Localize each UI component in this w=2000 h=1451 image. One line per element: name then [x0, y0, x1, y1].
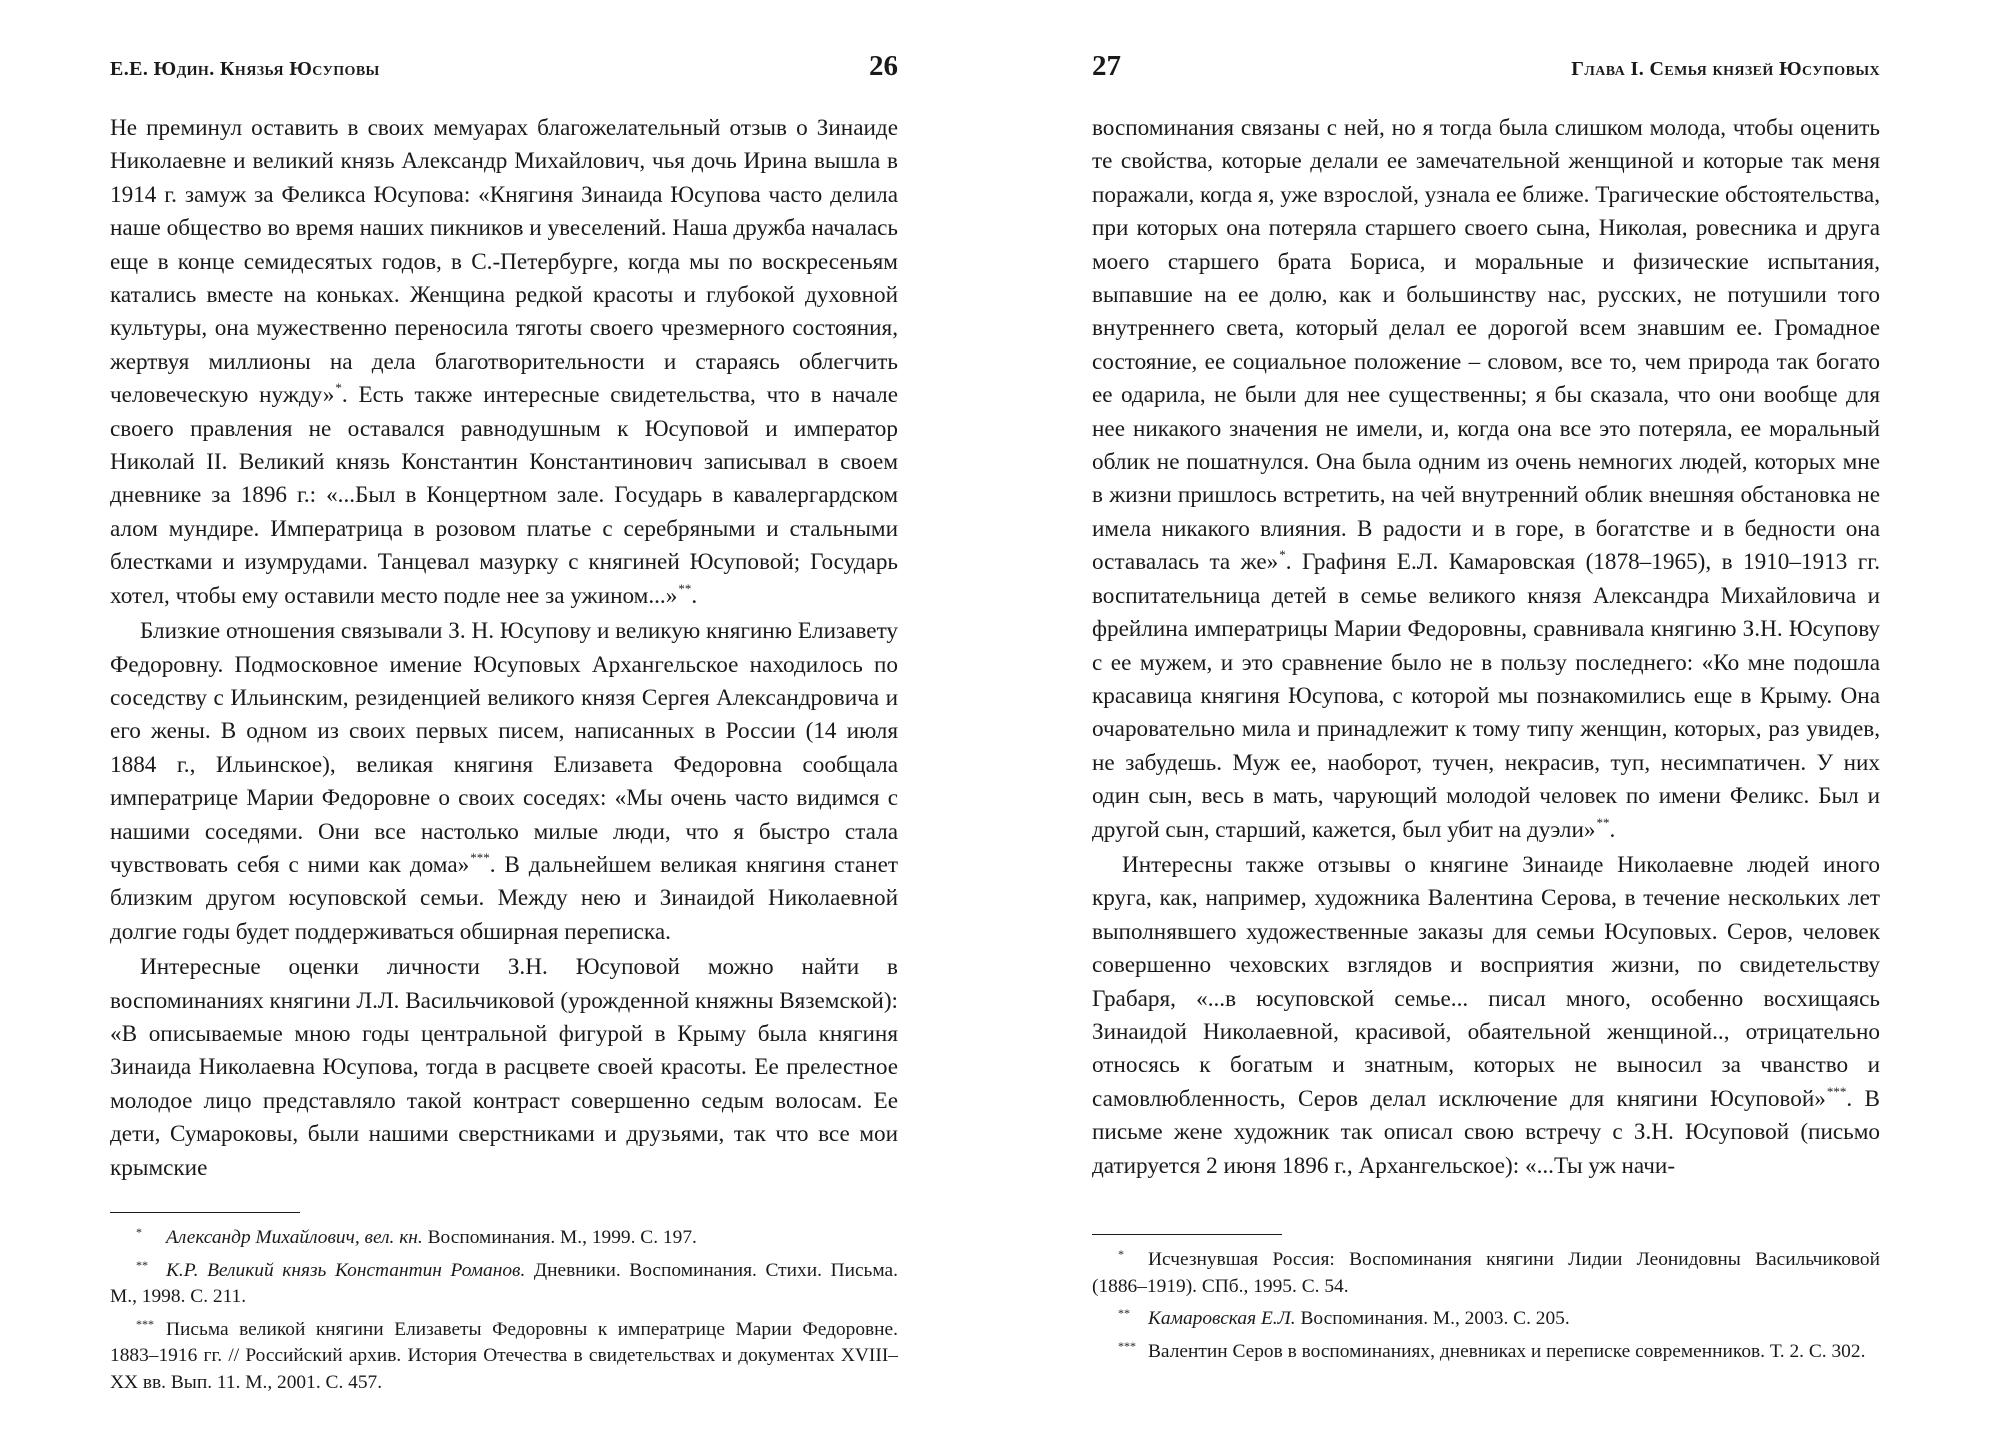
- footnote-ref: *: [335, 380, 342, 396]
- footnote-ref: *: [1279, 547, 1286, 563]
- page-number: 27: [1092, 50, 1121, 82]
- footnote-ref: ***: [470, 849, 490, 865]
- paragraph: Интересны также отзывы о княгине Зинаиде Николаевне людей иного круга, как, например, художника Валентина Серова, в течение нескольких лет выполнявшего художественные заказы для семьи Юсуповых. Серов, человек совершенно чеховских взглядов и восприятия жизни, по свидетельству Грабаря, «...в юсуповской семье... писал много, особенно восхищаясь Зинаидой Николаевной, красивой, обаятельной женщиной.., отрицательно относясь к богатым и знатным, которых не выносил за чванство и самовлюбленность, Серов делал исключение для княгини Юсуповой»***. В письме жене художник так описал свою встречу с З.Н. Юсуповой (письмо датируется 2 июня 1896 г., Архангельское): «...Ты уж начи-: [1092, 851, 1880, 1179]
- footnote-ref: **: [1596, 814, 1610, 830]
- running-head-title: Глава I. Семья князей Юсуповых: [1571, 58, 1880, 80]
- footnote: ** Камаровская Е.Л. Воспоминания. М., 2003. С. 205.: [1118, 1306, 1570, 1329]
- right-page: [1092, 0, 1880, 1362]
- paragraph: Не преминул оставить в своих мемуарах благожелательный отзыв о Зинаиде Николаевне и великий князь Александр Михайлович, чья дочь Ирина вышла в 1914 г. замуж за Феликса Юсупова: «Княгиня Зинаида Юсупова часто делила наше общество во время наших пикников и увеселений. Наша дружба началась еще в конце семидесятых годов, в С.-Петербурге, когда мы по воскресеньям катались вместе на коньках. Женщина редкой красоты и глубокой духовной культуры, она мужественно переносила тяготы своего чрезмерного состояния, жертвуя миллионы на дела благотворительности и стараясь облегчить человеческую нужду»*. Есть также интересные свидетельства, что в начале своего правления не оставался равнодушным к Юсуповой и император Николай II. Великий князь Константин Константинович записывал в своем дневнике за 1896 г.: «...Был в Концертном зале. Государь в кавалергардском алом мундире. Императрица в розовом платье с серебряными и стальными блестками и изумрудами. Танцевал мазурку с княгиней Юсуповой; Государь хотел, чтобы ему оставили место подле нее за ужином...»**.: [110, 115, 898, 609]
- footnote: * Александр Михайлович, вел. кн. Воспоминания. М., 1999. С. 197.: [136, 1225, 697, 1248]
- footnotes: [1092, 1234, 1880, 1365]
- running-head-title: Е.Е. Юдин. Князья Юсуповы: [110, 58, 380, 80]
- footnotes: [110, 1212, 898, 1396]
- footnote-rule: [1092, 1234, 1282, 1235]
- footnote: ** К.Р. Великий князь Константин Романов. Дневники. Воспоминания. Стихи. Письма. М., 1998. С. 211.: [110, 1257, 898, 1307]
- running-head: [110, 44, 898, 104]
- footnote: * Исчезнувшая Россия: Воспоминания княгини Лидии Леонидовны Васильчиковой (1886–1919). СПб., 1995. С. 54.: [1092, 1247, 1880, 1297]
- paragraph: воспоминания связаны с ней, но я тогда была слишком молода, чтобы оценить те свойства, которые делали ее замечательной женщиной и которые так меня поражали, когда я, уже взрослой, узнала ее ближе. Трагические обстоятельства, при которых она потеряла старшего своего сына, Николая, ровесника и друга моего старшего брата Бориса, и моральные и физические испытания, выпавшие на ее долю, как и большинству нас, русских, не потушили того внутреннего света, который делал ее дорогой всем знавшим ее. Громадное состояние, ее социальное положение – словом, все то, чем природа так богато ее одарила, не были для нее существенны; я бы сказала, что они вообще для нее никакого значения не имели, и, когда она все это потеряла, ее моральный облик не пошатнулся. Она была одним из очень немногих людей, которых мне в жизни пришлось встретить, на чей внутренний облик внешняя обстановка не имела никакого влияния. В радости и в горе, в богатстве и в бедности она оставалась та же»*. Графиня Е.Л. Камаровская (1878–1965), в 1910–1913 гг. воспитательница детей в семье великого князя Александра Михайловича и фрейлина императрицы Марии Федоровны, сравнивала княгиню З.Н. Юсупову с ее мужем, и это сравнение было не в пользу последнего: «Ко мне подошла красавица княгиня Юсупова, с которой мы познакомились еще в Крыму. Она очаровательно мила и принадлежит к тому типу женщин, которых, раз увидев, не забудешь. Муж ее, наоборот, тучен, некрасив, туп, несимпатичен. У них один сын, весь в мать, чарующий молодой человек по имени Феликс. Был и другой сын, старший, кажется, был убит на дуэли»**.: [1092, 115, 1880, 843]
- footnote-rule: [110, 1212, 300, 1213]
- footnote: *** Письма великой княгини Елизаветы Федоровны к императрице Марии Федоровне. 1883–1916 гг. // Российский архив. История Отечества в свидетельствах и документах XVIII–XX вв. Вып. 11. М., 2001. С. 457.: [110, 1316, 898, 1393]
- running-head: [1092, 44, 1880, 104]
- page-number: 26: [869, 50, 898, 82]
- left-page: [110, 0, 898, 1393]
- footnote-ref: **: [678, 580, 692, 596]
- paragraph: Близкие отношения связывали З. Н. Юсупову и великую княгиню Елизавету Федоровну. Подмосковное имение Юсуповых Архангельское находилось по соседству с Ильинским, резиденцией великого князя Сергея Александровича и его жены. В одном из своих первых писем, написанных в России (14 июля 1884 г., Ильинское), великая княгиня Елизавета Федоровна сообщала императрице Марии Федоровне о своих соседях: «Мы очень часто видимся с нашими соседями. Они все настолько милые люди, что я быстро стала чувствовать себя с ними как дома»***. В дальнейшем великая княгиня станет близким другом юсуповской семьи. Между нею и Зинаидой Николаевной долгие годы будет поддерживаться обширная переписка.: [110, 618, 898, 945]
- page-body: [1092, 112, 1880, 1183]
- page-body: [110, 112, 898, 1185]
- footnote-ref: ***: [1826, 1083, 1847, 1099]
- paragraph: Интересные оценки личности З.Н. Юсуповой можно найти в воспоминаниях княгини Л.Л. Васильчиковой (урожденной княжны Вяземской): «В описываемые мною годы центральной фигурой в Крыму была княгиня Зинаида Николаевна Юсупова, тогда в расцвете своей красоты. Ее прелестное молодое лицо представляло такой контраст совершенно седым волосам. Ее дети, Сумароковы, были нашими сверстниками и друзьями, так что все мои крымские: [110, 954, 898, 1181]
- footnote: *** Валентин Серов в воспоминаниях, дневниках и переписке современников. Т. 2. С. 302.: [1118, 1338, 1866, 1362]
